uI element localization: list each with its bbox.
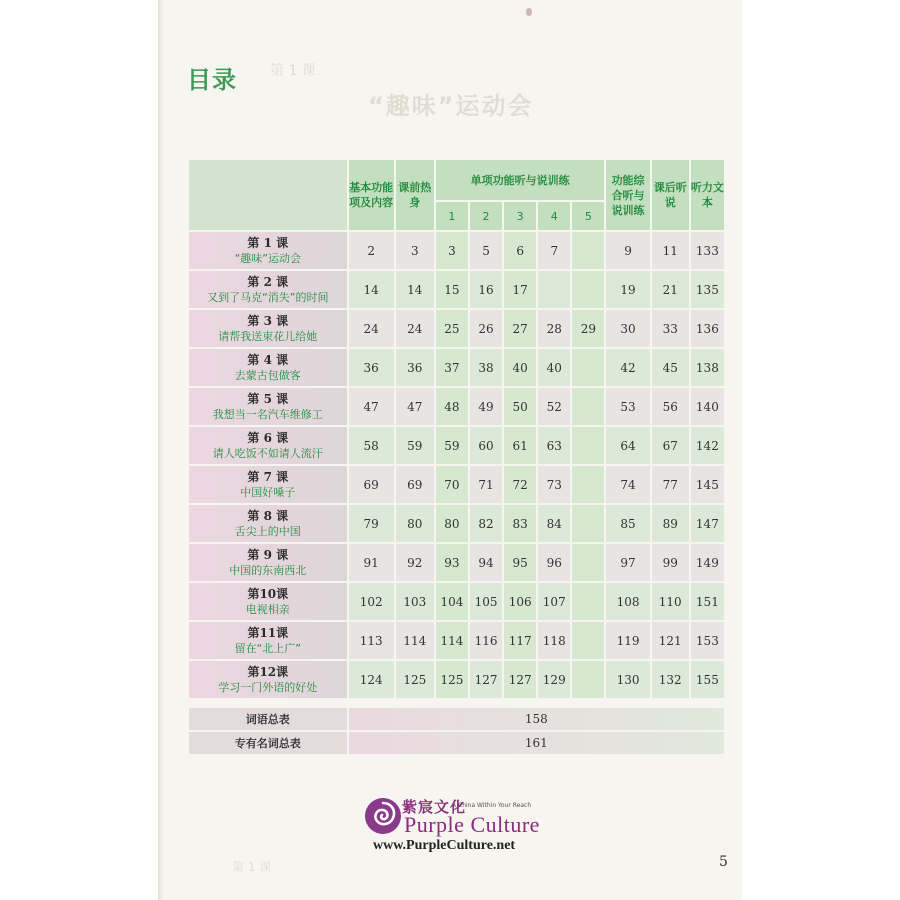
header-row [189,160,724,200]
page-ref-cell: 116 [470,622,502,659]
lesson-row [189,544,724,581]
lesson-title: 中国好嗓子 [240,486,296,499]
page-ref-cell: 149 [691,544,724,581]
header-text: 听力文本 [691,160,724,230]
lesson-cell [189,583,347,620]
lesson-row [189,271,724,308]
page-ref-cell: 95 [504,544,536,581]
bleed-through-heading: “趣味”运动会 [368,92,534,120]
lesson-title: 又到了马克“消失”的时间 [207,291,329,304]
header-comprehensive: 功能综合听与说训练 [606,160,649,230]
page-ref-cell: 24 [396,310,434,347]
page-ref-cell: 136 [691,310,724,347]
appendix-row [189,732,724,754]
lesson-number: 第 8 课 [247,509,289,523]
lesson-cell [189,622,347,659]
page-ref-cell: 79 [349,505,394,542]
page-ref-cell: 147 [691,505,724,542]
page-ref-cell: 53 [606,388,649,425]
lesson-title: 中国的东南西北 [229,564,307,577]
appendix-label: 词语总表 [189,708,347,730]
lesson-cell [189,232,347,269]
lesson-row [189,232,724,269]
lesson-row [189,310,724,347]
header-basic: 基本功能项及内容 [349,160,394,230]
page-ref-cell: 92 [396,544,434,581]
brand-url: www.PurpleCulture.net [373,838,516,853]
page-ref-cell: 132 [652,661,689,698]
lesson-title: 学习一门外语的好处 [218,681,318,694]
page-ref-cell: 47 [349,388,394,425]
lesson-number: 第 5 课 [247,392,289,406]
page-ref-cell: 56 [652,388,689,425]
lesson-cell [189,427,347,464]
page-ref-cell: 28 [538,310,570,347]
lesson-title: 去蒙古包做客 [234,369,301,382]
page-ref-cell: 83 [504,505,536,542]
bleed-through-footer: 第 1 课 [232,860,272,874]
page-ref-cell: 47 [396,388,434,425]
page-ref-cell: 64 [606,427,649,464]
page-ref-cell: 77 [652,466,689,503]
page-ref-cell: 58 [349,427,394,464]
page-ref-cell: 107 [538,583,570,620]
lesson-title: 请人吃饭不如请人流汗 [212,447,323,460]
lesson-number: 第 3 课 [247,314,289,328]
lesson-title: 舌尖上的中国 [234,525,301,538]
lesson-cell [189,505,347,542]
page-ref-cell: 135 [691,271,724,308]
page-ref-cell: 42 [606,349,649,386]
page-title: 目录 [187,66,237,94]
lesson-title: 我想当一名汽车维修工 [212,408,323,421]
page-ref-cell: 130 [606,661,649,698]
table-spacer [189,700,724,706]
appendix-row [189,708,724,730]
lesson-cell [189,466,347,503]
page-ref-cell [572,544,604,581]
page-ref-cell: 80 [396,505,434,542]
lesson-number: 第 6 课 [247,431,289,445]
page-ref-cell: 110 [652,583,689,620]
page-ref-cell [572,583,604,620]
page-ref-cell: 69 [396,466,434,503]
page-ref-cell: 6 [504,232,536,269]
page-ref-cell: 129 [538,661,570,698]
page-ref-cell: 91 [349,544,394,581]
lesson-number: 第 1 课 [247,236,289,250]
page-ref-cell: 108 [606,583,649,620]
page-ref-cell [572,427,604,464]
lesson-row [189,661,724,698]
page-ref-cell: 5 [470,232,502,269]
page-ref-cell: 125 [396,661,434,698]
page-ref-cell: 70 [436,466,468,503]
page-ref-cell [572,466,604,503]
page-ref-cell: 140 [691,388,724,425]
page-ref-cell: 25 [436,310,468,347]
page-ref-cell: 106 [504,583,536,620]
lesson-row [189,505,724,542]
header-sub-3: 3 [504,202,536,230]
page-ref-cell: 67 [652,427,689,464]
page-ref-cell: 11 [652,232,689,269]
page-ref-cell: 26 [470,310,502,347]
lesson-cell [189,388,347,425]
brand-chinese-name: 紫宸文化 [402,798,467,816]
page-ref-cell: 94 [470,544,502,581]
page-ref-cell: 153 [691,622,724,659]
page-ref-cell: 59 [396,427,434,464]
lesson-number: 第 7 课 [247,470,289,484]
header-sub-4: 4 [538,202,570,230]
page-ref-cell: 102 [349,583,394,620]
lesson-row [189,583,724,620]
page-ref-cell: 29 [572,310,604,347]
page-ref-cell: 40 [538,349,570,386]
contents-table [187,158,726,756]
spacer-cell [189,700,724,706]
lesson-title: “趣味”运动会 [234,252,301,265]
page-ref-cell: 127 [504,661,536,698]
lesson-cell [189,310,347,347]
page-ref-cell: 60 [470,427,502,464]
page-ref-cell: 14 [349,271,394,308]
page-ref-cell: 117 [504,622,536,659]
page-ref-cell: 50 [504,388,536,425]
lesson-title: 请帮我送束花儿给她 [218,330,318,343]
page-ref-cell: 114 [436,622,468,659]
page-ref-cell: 40 [504,349,536,386]
lesson-number: 第12课 [247,665,289,679]
page-ref-cell: 103 [396,583,434,620]
page-ref-cell: 21 [652,271,689,308]
header-warmup: 课前热身 [396,160,434,230]
page-ref-cell: 9 [606,232,649,269]
lesson-row [189,427,724,464]
page-ref-cell [572,232,604,269]
page-ref-cell: 14 [396,271,434,308]
page-ref-cell: 138 [691,349,724,386]
page-ref-cell [572,661,604,698]
lesson-number: 第10课 [247,587,289,601]
page-ref-cell [572,622,604,659]
page-ref-cell: 52 [538,388,570,425]
page-ref-cell: 155 [691,661,724,698]
page-ref-cell: 127 [470,661,502,698]
page-ref-cell: 85 [606,505,649,542]
page-ref-cell: 97 [606,544,649,581]
lesson-number: 第 9 课 [247,548,289,562]
page-ref-cell: 30 [606,310,649,347]
page-ref-cell: 151 [691,583,724,620]
appendix-label: 专有名词总表 [189,732,347,754]
page-ref-cell: 82 [470,505,502,542]
lesson-cell [189,349,347,386]
page-ref-cell: 118 [538,622,570,659]
page-ref-cell: 37 [436,349,468,386]
appendix-page: 161 [349,732,724,754]
page-ref-cell [572,505,604,542]
page-number: 5 [719,854,728,870]
header-corner [189,160,347,230]
page-ref-cell: 27 [504,310,536,347]
page-ref-cell: 119 [606,622,649,659]
page-ref-cell: 121 [652,622,689,659]
purple-culture-logo-icon [363,795,403,837]
page-ref-cell: 61 [504,427,536,464]
page-ref-cell: 80 [436,505,468,542]
page-ref-cell: 49 [470,388,502,425]
page-ref-cell: 3 [436,232,468,269]
header-sub-2: 2 [470,202,502,230]
page-ref-cell: 36 [396,349,434,386]
page-ref-cell: 104 [436,583,468,620]
page-ref-cell: 17 [504,271,536,308]
page-ref-cell: 24 [349,310,394,347]
page-ref-cell: 33 [652,310,689,347]
lesson-number: 第 4 课 [247,353,289,367]
lesson-number: 第 2 课 [247,275,289,289]
page-ref-cell: 45 [652,349,689,386]
page-ref-cell [538,271,570,308]
page-ref-cell: 142 [691,427,724,464]
page-ref-cell [572,388,604,425]
page-ref-cell: 48 [436,388,468,425]
header-sub-5: 5 [572,202,604,230]
page-ref-cell: 99 [652,544,689,581]
page-ref-cell: 93 [436,544,468,581]
lesson-cell [189,271,347,308]
page-ref-cell: 38 [470,349,502,386]
page-ref-cell: 133 [691,232,724,269]
lesson-title: 电视相亲 [245,603,290,616]
page-ref-cell: 15 [436,271,468,308]
page-ref-cell: 16 [470,271,502,308]
page-speck [526,8,532,16]
lesson-row [189,622,724,659]
lesson-cell [189,661,347,698]
page-ref-cell [572,271,604,308]
lesson-row [189,349,724,386]
page-ref-cell: 63 [538,427,570,464]
page-ref-cell: 125 [436,661,468,698]
page-ref-cell: 69 [349,466,394,503]
appendix-page: 158 [349,708,724,730]
header-single: 单项功能听与说训练 [436,160,605,200]
brand-tagline: A China Within Your Reach [452,802,532,809]
page-ref-cell: 145 [691,466,724,503]
bleed-through-text: 第 1 课 [270,63,316,79]
page-ref-cell [572,349,604,386]
brand-english-name: Purple Culture [404,812,540,837]
lesson-title: 留在“北上广” [234,642,301,655]
page-ref-cell: 2 [349,232,394,269]
header-sub-1: 1 [436,202,468,230]
page-ref-cell: 72 [504,466,536,503]
contents-table-body [189,160,724,754]
page-edge-shadow [158,0,164,900]
page-ref-cell: 84 [538,505,570,542]
page-ref-cell: 124 [349,661,394,698]
page-ref-cell: 89 [652,505,689,542]
page-ref-cell: 36 [349,349,394,386]
page-ref-cell: 73 [538,466,570,503]
lesson-row [189,466,724,503]
page-ref-cell: 74 [606,466,649,503]
page-ref-cell: 7 [538,232,570,269]
page-ref-cell: 114 [396,622,434,659]
page-ref-cell: 59 [436,427,468,464]
lesson-cell [189,544,347,581]
page-ref-cell: 113 [349,622,394,659]
page-ref-cell: 71 [470,466,502,503]
header-after: 课后听说 [652,160,689,230]
lesson-number: 第11课 [247,626,289,640]
page-ref-cell: 3 [396,232,434,269]
page-ref-cell: 105 [470,583,502,620]
lesson-row [189,388,724,425]
page-ref-cell: 19 [606,271,649,308]
page-ref-cell: 96 [538,544,570,581]
